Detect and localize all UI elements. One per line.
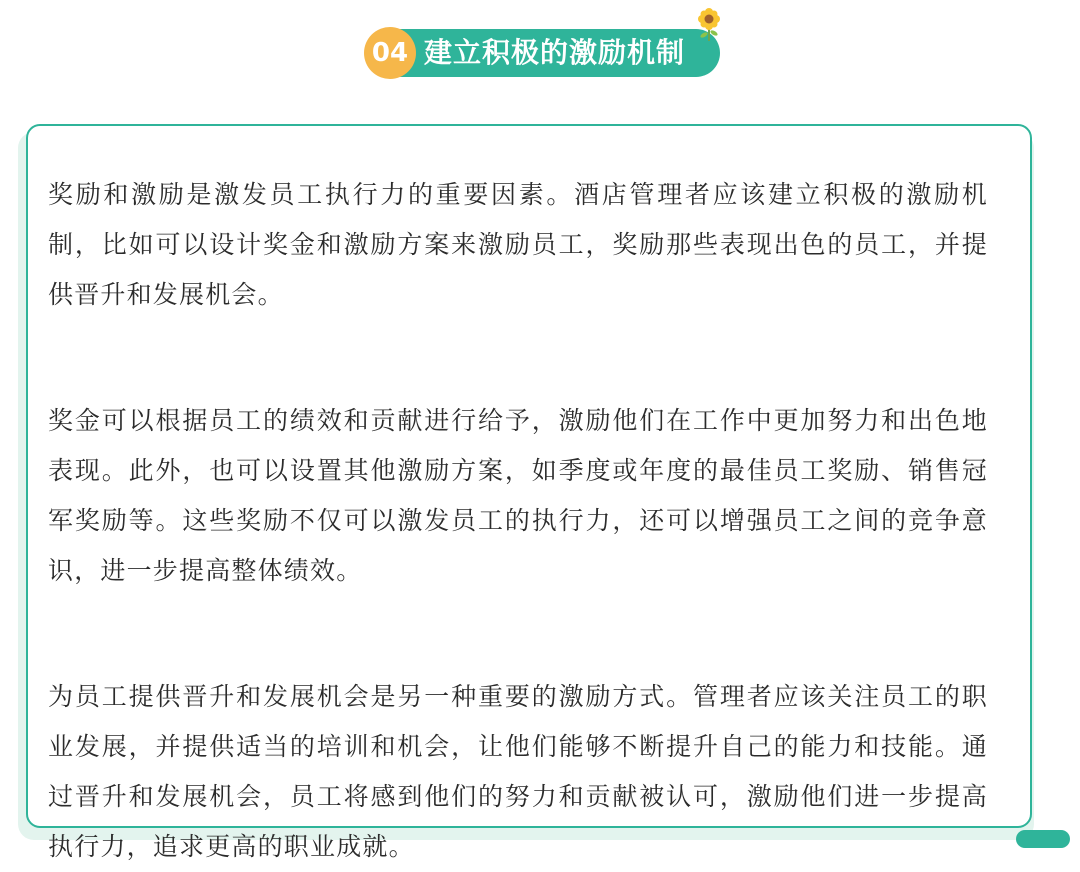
section-title: 建立积极的激励机制 (424, 36, 686, 69)
paragraph-1: 奖励和激励是激发员工执行力的重要因素。酒店管理者应该建立积极的激励机制，比如可以设计奖金和激励方案来激励员工，奖励那些表现出色的员工，并提供晋升和发展机会。 (48, 180, 988, 309)
sunflower-icon (694, 7, 724, 43)
section-header (364, 27, 720, 79)
card-tab-decoration (1016, 830, 1070, 848)
section-number: 04 (364, 27, 416, 79)
paragraph-3: 为员工提供晋升和发展机会是另一种重要的激励方式。管理者应该关注员工的职业发展，并提供适当的培训和机会，让他们能够不断提升自己的能力和技能。通过晋升和发展机会，员工将感到他们的努力和贡献被认可，激励他们进一步提高执行力，追求更高的职业成就。 (48, 682, 988, 861)
card-content (48, 170, 988, 872)
content-card (26, 124, 1032, 861)
paragraph-2: 奖金可以根据员工的绩效和贡献进行给予，激励他们在工作中更加努力和出色地表现。此外，也可以设置其他激励方案，如季度或年度的最佳员工奖励、销售冠军奖励等。这些奖励不仅可以激发员工的执行力，还可以增强员工之间的竞争意识，进一步提高整体绩效。 (48, 406, 988, 585)
